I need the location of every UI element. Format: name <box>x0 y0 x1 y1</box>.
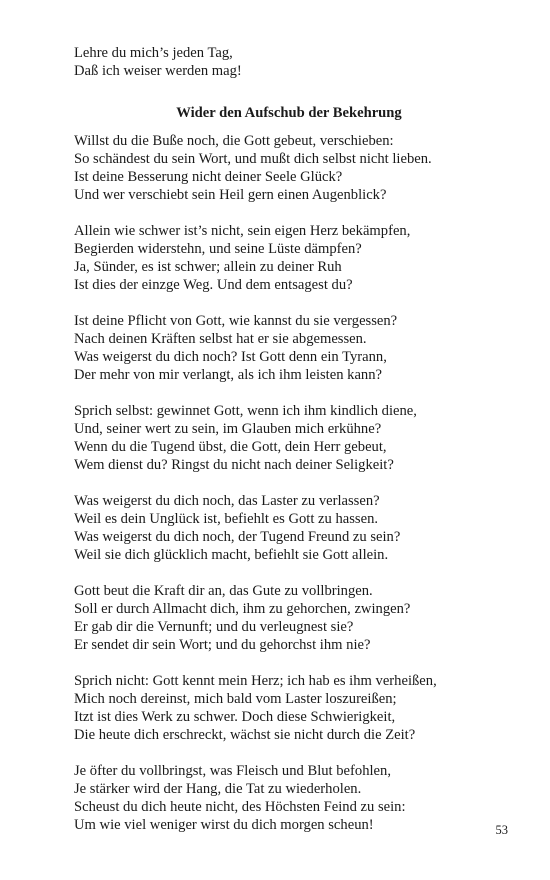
stanza-8 <box>74 762 504 834</box>
stanza-5 <box>74 492 504 564</box>
verse-line: Was weigerst du dich noch, der Tugend Freund zu sein? <box>74 529 401 545</box>
verse-line: Soll er durch Allmacht dich, ihm zu gehorchen, zwingen? <box>74 601 411 617</box>
page-number: 53 <box>495 823 508 837</box>
verse-line: Er sendet dir sein Wort; und du gehorchst ihm nie? <box>74 637 371 653</box>
verse-line: Sprich nicht: Gott kennt mein Herz; ich hab es ihm verheißen, <box>74 673 437 689</box>
verse-line: Weil sie dich glücklich macht, befiehlt sie Gott allein. <box>74 547 389 563</box>
verse-line: Itzt ist dies Werk zu schwer. Doch diese Schwierigkeit, <box>74 709 396 725</box>
verse-line: Daß ich weiser werden mag! <box>74 63 242 79</box>
poem-title: Wider den Aufschub der Bekehrung <box>176 105 402 121</box>
verse-line: Allein wie schwer ist’s nicht, sein eigen Herz bekämpfen, <box>74 223 411 239</box>
verse-line: Ist deine Pflicht von Gott, wie kannst du sie vergessen? <box>74 313 398 329</box>
verse-line: Und, seiner wert zu sein, im Glauben mich erkühne? <box>74 421 382 437</box>
verse-line: Je stärker wird der Hang, die Tat zu wiederholen. <box>74 781 362 797</box>
verse-line: Und wer verschiebt sein Heil gern einen Augenblick? <box>74 187 387 203</box>
verse-line: Ist deine Besserung nicht deiner Seele Glück? <box>74 169 343 185</box>
verse-line: Er gab dir die Vernunft; und du verleugnest sie? <box>74 619 354 635</box>
stanza-6 <box>74 582 504 654</box>
verse-line: So schändest du sein Wort, und mußt dich selbst nicht lieben. <box>74 151 432 167</box>
verse-line: Mich noch dereinst, mich bald vom Laster loszureißen; <box>74 691 397 707</box>
verse-line: Scheust du dich heute nicht, des Höchsten Feind zu sein: <box>74 799 406 815</box>
page-text <box>74 44 504 852</box>
verse-line: Ja, Sünder, es ist schwer; allein zu deiner Ruh <box>74 259 342 275</box>
verse-line: Nach deinen Kräften selbst hat er sie abgemessen. <box>74 331 367 347</box>
verse-line: Gott beut die Kraft dir an, das Gute zu vollbringen. <box>74 583 373 599</box>
stanza-2 <box>74 222 504 294</box>
verse-line: Der mehr von mir verlangt, als ich ihm leisten kann? <box>74 367 383 383</box>
verse-line: Begierden widerstehn, und seine Lüste dämpfen? <box>74 241 362 257</box>
verse-line: Was weigerst du dich noch? Ist Gott denn ein Tyrann, <box>74 349 387 365</box>
verse-line: Je öfter du vollbringst, was Fleisch und Blut befohlen, <box>74 763 391 779</box>
intro-stanza <box>74 44 504 80</box>
stanza-1 <box>74 132 504 204</box>
stanza-3 <box>74 312 504 384</box>
verse-line: Die heute dich erschreckt, wächst sie nicht durch die Zeit? <box>74 727 416 743</box>
verse-line: Um wie viel weniger wirst du dich morgen scheun! <box>74 817 374 833</box>
verse-line: Sprich selbst: gewinnet Gott, wenn ich ihm kindlich diene, <box>74 403 417 419</box>
verse-line: Weil es dein Unglück ist, befiehlt es Gott zu hassen. <box>74 511 379 527</box>
verse-line: Ist dies der einzge Weg. Und dem entsagest du? <box>74 277 353 293</box>
stanza-7 <box>74 672 504 744</box>
verse-line: Was weigerst du dich noch, das Laster zu verlassen? <box>74 493 380 509</box>
verse-line: Wem dienst du? Ringst du nicht nach deiner Seligkeit? <box>74 457 394 473</box>
stanza-4 <box>74 402 504 474</box>
verse-line: Wenn du die Tugend übst, die Gott, dein Herr gebeut, <box>74 439 387 455</box>
verse-line: Willst du die Buße noch, die Gott gebeut, verschieben: <box>74 133 394 149</box>
verse-line: Lehre du mich’s jeden Tag, <box>74 45 233 61</box>
